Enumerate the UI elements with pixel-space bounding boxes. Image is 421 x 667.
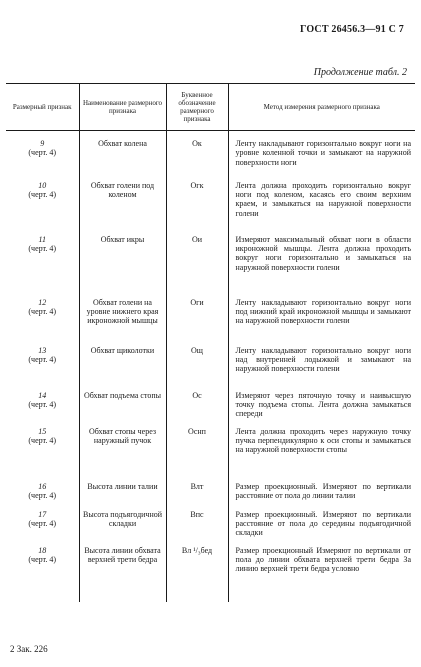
page-header: ГОСТ 26456.3—91 С 7 <box>300 24 404 35</box>
feature-symbol: Ос <box>166 391 228 427</box>
figure-reference: (черт. 4) <box>28 554 57 564</box>
figure-reference: (черт. 4) <box>28 243 57 253</box>
table-row <box>6 131 415 181</box>
measurement-method: Измеряют через пяточную точку и наивысшую точку подъема стопы. Лента должна замыкаться спереди <box>228 391 415 427</box>
feature-number-cell <box>6 181 79 235</box>
figure-reference: (черт. 4) <box>28 148 57 158</box>
figure-reference: (черт. 4) <box>28 435 57 445</box>
measurement-method: Лента должна проходить через наружную точку пучка перпендикулярно к оси стопы и замыкаться на наружной поверхности стопы <box>228 427 415 482</box>
header-feature-name: Наименование размерного признака <box>79 84 166 131</box>
feature-name: Обхват подъема стопы <box>79 391 166 427</box>
feature-name: Обхват голени на уровне нижнего края икроножной мышцы <box>79 298 166 346</box>
feature-symbol: Оснп <box>166 427 228 482</box>
table-row <box>6 391 415 427</box>
feature-number-cell <box>6 235 79 298</box>
feature-symbol: Впс <box>166 510 228 546</box>
table-row <box>6 482 415 510</box>
feature-name: Обхват икры <box>79 235 166 298</box>
measurement-method: Лента должна проходить горизонтально вокруг ноги под коленом, касаясь его своим верхним краем, и замыкаться на наружной поверхности голени <box>228 181 415 235</box>
measurement-method: Ленту накладывают горизонтально вокруг ноги на уровне коленной точки и замыкают на наружной поверхности ноги <box>228 131 415 181</box>
table-row <box>6 546 415 602</box>
feature-symbol: Огк <box>166 181 228 235</box>
table-row <box>6 510 415 546</box>
feature-name: Высота подъягодичной складки <box>79 510 166 546</box>
feature-number-cell <box>6 346 79 391</box>
feature-number: 16 <box>38 481 47 491</box>
feature-number: 11 <box>38 234 46 244</box>
table-row <box>6 346 415 391</box>
feature-symbol: Ок <box>166 131 228 181</box>
table-row <box>6 181 415 235</box>
measurement-method: Ленту накладывают горизонтально вокруг ноги под нижний край икроножной мышцы и замыкают на наружной поверхности голени <box>228 298 415 346</box>
feature-name: Высота линии талии <box>79 482 166 510</box>
feature-symbol: Ощ <box>166 346 228 391</box>
measurement-method: Измеряют максимальный обхват ноги в области икроножной мышцы. Лента должна проходить вокруг ноги горизонтально и замыкаться на наружной поверхности голени <box>228 235 415 298</box>
feature-number-cell <box>6 482 79 510</box>
measurement-method: Ленту накладывают горизонтально вокруг ноги над внутренней лодыжкой и замыкают на наружной поверхности голени <box>228 346 415 391</box>
feature-number-cell <box>6 510 79 546</box>
measurement-method: Размер проекционный. Измеряют по вертикали расстояние от пола до линии талии <box>228 482 415 510</box>
figure-reference: (черт. 4) <box>28 189 57 199</box>
table-row <box>6 298 415 346</box>
feature-number-cell <box>6 298 79 346</box>
figure-reference: (черт. 4) <box>28 518 57 528</box>
figure-reference: (черт. 4) <box>28 306 57 316</box>
feature-number-cell <box>6 131 79 181</box>
header-measurement-method: Метод измерения размерного признака <box>228 84 415 131</box>
feature-name: Обхват колена <box>79 131 166 181</box>
feature-number-cell <box>6 427 79 482</box>
feature-symbol: Ои <box>166 235 228 298</box>
feature-number: 9 <box>40 139 45 148</box>
measurement-method: Размер проекционный Измеряют по вертикали от пола до линии обхвата верхней трети бедра За линию верхней трети бедра условно <box>228 546 415 602</box>
figure-reference: (черт. 4) <box>28 399 57 409</box>
feature-symbol: Оги <box>166 298 228 346</box>
feature-name: Обхват стопы через наружный пучок <box>79 427 166 482</box>
feature-number: 12 <box>38 297 47 307</box>
table-row <box>6 235 415 298</box>
feature-number: 14 <box>38 390 47 400</box>
feature-number: 10 <box>38 180 47 190</box>
measurement-method: Размер проекционный. Измеряют по вертикали расстояние от пола до середины подъягодичной складки <box>228 510 415 546</box>
feature-symbol: Вл ¹/₃бед <box>166 546 228 602</box>
feature-symbol: Влт <box>166 482 228 510</box>
figure-reference: (черт. 4) <box>28 354 57 364</box>
feature-number: 13 <box>38 345 47 355</box>
table-row <box>6 427 415 482</box>
table-continuation-caption: Продолжение табл. 2 <box>313 67 407 78</box>
feature-number-cell <box>6 546 79 602</box>
feature-number-cell <box>6 391 79 427</box>
feature-number: 15 <box>38 426 47 436</box>
header-letter-symbol: Буквенное обозначение размерного признака <box>166 84 228 131</box>
feature-name: Высота линии обхвата верхней трети бедра <box>79 546 166 602</box>
figure-reference: (черт. 4) <box>28 490 57 500</box>
measurement-table <box>6 83 415 602</box>
feature-number: 18 <box>38 545 47 555</box>
page-footer: 2 Зак. 226 <box>10 644 48 654</box>
feature-name: Обхват голени под коленом <box>79 181 166 235</box>
header-feature-number: Размерный признак <box>6 84 79 131</box>
feature-number: 17 <box>38 509 47 519</box>
table-header-row <box>6 84 415 131</box>
feature-name: Обхват щиколотки <box>79 346 166 391</box>
